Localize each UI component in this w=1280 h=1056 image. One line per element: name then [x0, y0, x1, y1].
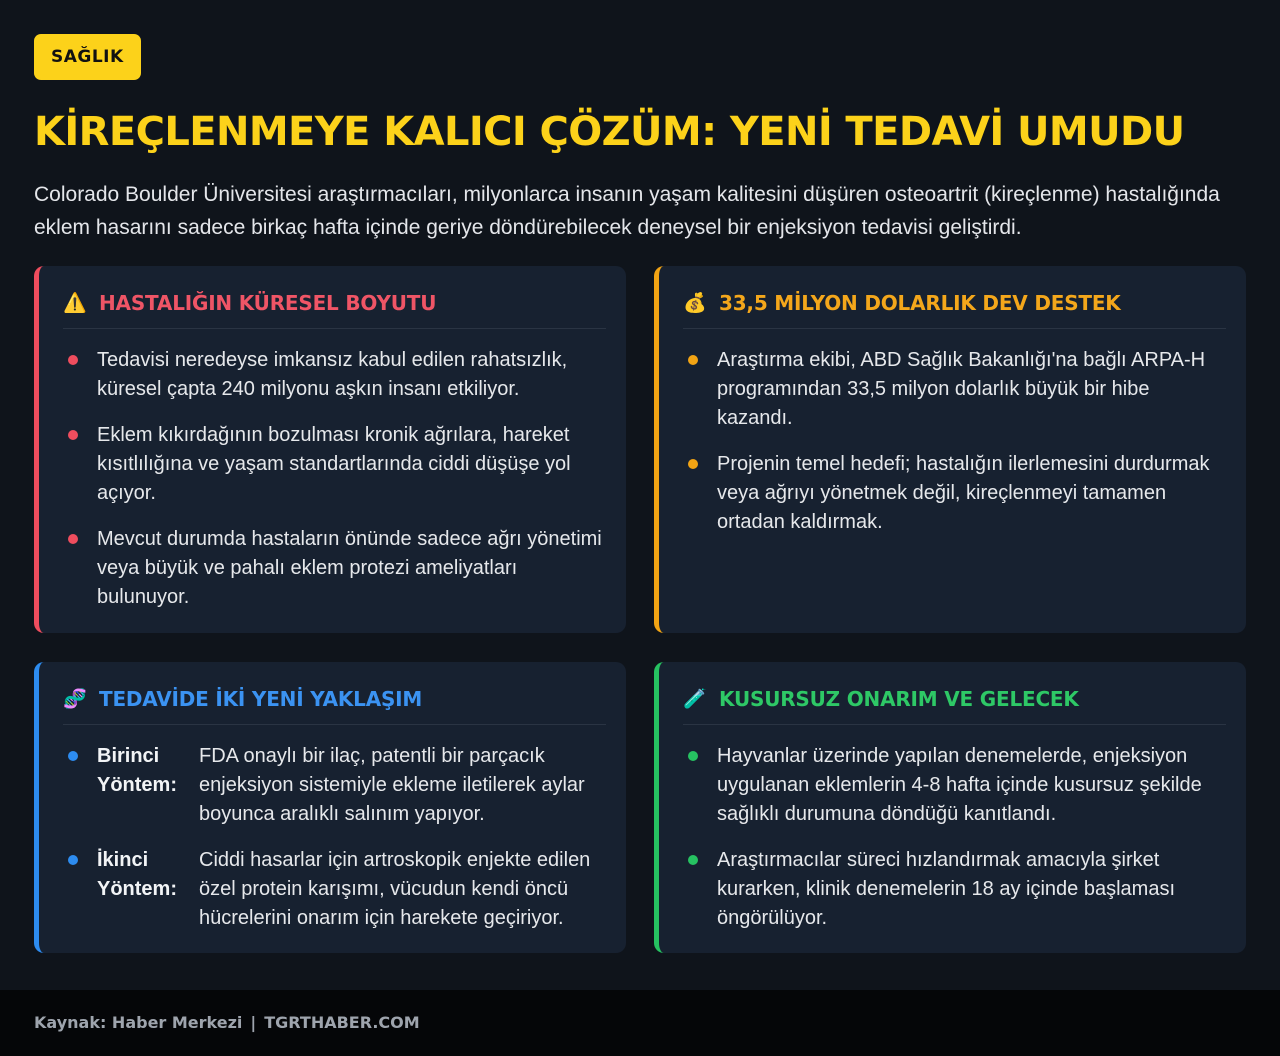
card-header	[683, 286, 1226, 329]
bullet-dot	[688, 751, 698, 761]
dna-icon: 🧬	[63, 688, 87, 710]
bullet-list	[63, 346, 608, 629]
list-item	[63, 846, 608, 933]
category-badge: SAĞLIK	[34, 34, 141, 80]
list-item-text: Eklem kıkırdağının bozulması kronik ağrılara, hareket kısıtlılığına ve yaşam standartlarında ciddi düşüşe yol açıyor.	[97, 424, 571, 504]
method-text: Ciddi hasarlar için artroskopik enjekte edilen özel protein karışımı, vücudun kendi öncü hücrelerini onarım için harekete geçiriyor.	[199, 849, 591, 929]
list-item-text: Hayvanlar üzerinde yapılan denemelerde, enjeksiyon uygulanan eklemlerin 4-8 hafta içinde kusursuz şekilde sağlıklı durumuna döndüğü kanıtlandı.	[717, 745, 1202, 825]
method-label: Birinci Yöntem:	[97, 745, 177, 796]
bullet-list	[683, 346, 1228, 554]
list-item	[63, 525, 608, 612]
bullet-dot	[68, 855, 78, 865]
money-bag-icon: 💰	[683, 292, 707, 314]
list-item	[683, 450, 1228, 537]
bullet-dot	[68, 430, 78, 440]
source-label: Kaynak: Haber Merkezi	[34, 1013, 243, 1032]
card-funding	[654, 266, 1246, 633]
warning-icon: ⚠️	[63, 292, 87, 314]
list-item-text: Araştırmacılar süreci hızlandırmak amacıyla şirket kurarken, klinik denemelerin 18 ay içinde başlaması öngörülüyor.	[717, 849, 1176, 929]
list-item	[63, 421, 608, 508]
bullet-list	[683, 742, 1228, 950]
bullet-dot	[688, 855, 698, 865]
list-item	[63, 742, 608, 829]
list-item-text: Tedavisi neredeyse imkansız kabul edilen rahatsızlık, küresel çapta 240 milyonu aşkın insanı etkiliyor.	[97, 349, 568, 400]
card-global-scale	[34, 266, 626, 633]
card-header	[63, 286, 606, 329]
list-item-text: Projenin temel hedefi; hastalığın ilerlemesini durdurmak veya ağrıyı yönetmek değil, kireçlenmeyi tamamen ortadan kaldırmak.	[717, 453, 1210, 533]
card-repair-future	[654, 662, 1246, 953]
list-item	[683, 346, 1228, 433]
bullet-dot	[68, 355, 78, 365]
bullet-dot	[688, 355, 698, 365]
list-item	[683, 742, 1228, 829]
list-item	[63, 346, 608, 404]
card-header	[63, 682, 606, 725]
footer-source-line	[34, 1012, 420, 1034]
method-text: FDA onaylı bir ilaç, patentli bir parçacık enjeksiyon sistemiyle ekleme iletilerek aylar boyunca aralıklı salınım yapıyor.	[199, 745, 585, 825]
card-title: KUSURSUZ ONARIM VE GELECEK	[719, 687, 1079, 711]
page-title: KİREÇLENMEYE KALICI ÇÖZÜM: YENİ TEDAVİ UMUDU	[34, 109, 1185, 155]
card-two-approaches	[34, 662, 626, 953]
test-tube-icon: 🧪	[683, 688, 707, 710]
card-header	[683, 682, 1226, 725]
list-item-text: Araştırma ekibi, ABD Sağlık Bakanlığı'na bağlı ARPA-H programından 33,5 milyon dolarlık büyük bir hibe kazandı.	[717, 349, 1206, 429]
bullet-dot	[68, 751, 78, 761]
method-label: İkinci Yöntem:	[97, 849, 177, 900]
method-list	[63, 742, 608, 950]
card-title: TEDAVİDE İKİ YENİ YAKLAŞIM	[99, 687, 423, 711]
list-item	[683, 846, 1228, 933]
lead-paragraph: Colorado Boulder Üniversitesi araştırmacıları, milyonlarca insanın yaşam kalitesini düşüren osteoartrit (kireçlenme) hastalığında eklem hasarını sadece birkaç hafta içinde geriye döndürebilecek deneysel bir enjeksiyon tedavisi geliştirdi.	[34, 183, 1220, 239]
card-title: HASTALIĞIN KÜRESEL BOYUTU	[99, 291, 437, 315]
list-item-text: Mevcut durumda hastaların önünde sadece ağrı yönetimi veya büyük ve pahalı eklem protezi ameliyatları bulunuyor.	[97, 528, 602, 608]
bullet-dot	[68, 534, 78, 544]
bullet-dot	[688, 459, 698, 469]
card-title: 33,5 MİLYON DOLARLIK DEV DESTEK	[719, 291, 1121, 315]
footer	[0, 990, 1280, 1056]
site-name: TGRTHABER.COM	[264, 1013, 420, 1032]
footer-separator: |	[250, 1013, 257, 1032]
